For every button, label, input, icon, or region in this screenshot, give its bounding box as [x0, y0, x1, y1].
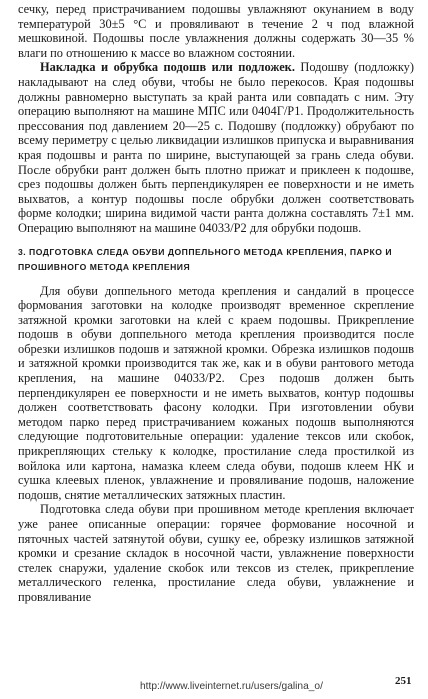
paragraph-intro: сечку, перед пристрачиванием подошвы увлажняют окунанием в воду температурой 30±5 °C и провяливают в течение 2 ч под влажной мешковиной. Подошвы после увлажнения должны содержать 30—35 % влаги по отношению к массе во влажном состоянии.: [18, 2, 414, 60]
run-in-heading: Накладка и обрубка подошв или подложек.: [40, 60, 295, 75]
watermark-url: http://www.liveinternet.ru/users/galina_o/: [140, 681, 323, 692]
paragraph-nakladka-body: Подошву (подложку) накладывают на след обуви, чтобы не было перекосов. Края подошвы должны равномерно выступать за край ранта или совпадать с ним. Эту операцию выполняют на машине МПС или 0404Г/Р1. Продолжительность прессования под давлением 20—25 с. Подошву (подложку) обрубают по всему периметру с целью ликвидации излишков припуска и выравнивания края подошвы и ранта по ширине, выступающей за грань следа обуви. После обрубки рант должен быть плотно прижат и приклеен к подошве, срез подошвы должен быть перпендикулярен ее поверхности и не иметь выхватов, а контур подошвы после обрубки должен соответствовать форме колодки; ширина видимой части ранта должна составлять 7±1 мм. Операцию выполняют на машине 04033/Р2 для обрубки подошв.: [18, 60, 415, 235]
book-page: [18, 2, 414, 605]
paragraph-nakladka: [18, 60, 414, 235]
page-footer: [0, 675, 428, 695]
page-number: 251: [395, 675, 412, 687]
paragraph-proshiv: Подготовка следа обуви при прошивном методе крепления включает уже ранее описанные операции: горячее формование носочной и пяточных частей затянутой обуви, сушку ее, обрезку излишков затяжной кромки и срезание складок в носочной части, увлажнение поверхности стелек снаружи, удаление скобок или тексов из стелек, прикрепление металлического геленка, простилание следа обуви, увлажнение и провяливание: [18, 502, 414, 604]
paragraph-doppel: Для обуви доппельного метода крепления и сандалий в процессе формования заготовки на колодке производят временное скрепление затяжной кромки заготовки на клей с краем подошвы. Прикрепление подошв в обуви доппельного метода крепления производится после обрезки излишков подошв и затяжной кромки. Обрезка излишков подошв и затяжной кромки производится так же, как и в обуви рантового метода крепления, на машине 04033/Р2. Срез подошв должен быть перпендикулярен ее поверхности и не иметь выхватов, контур подошвы должен соответствовать фасону колодки. При изготовлении обуви методом парко перед пристрачиванием кожаных подошв выполняются следующие подготовительные операции: удаление тексов или скобок, прикрепляющих стельку к колодке, простилание следа простилкой из войлока или картона, намазка клеем следа обуви, подошв клеем НК и сушка клеевых пленок, увлажнение и провяливание подошв, наложение подошв, снятие металлических затяжных пластин.: [18, 283, 414, 502]
section-heading: 3. ПОДГОТОВКА СЛЕДА ОБУВИ ДОППЕЛЬНОГО МЕТОДА КРЕПЛЕНИЯ, ПАРКО И ПРОШИВНОГО МЕТОДА КРЕПЛЕНИЯ: [18, 246, 392, 272]
